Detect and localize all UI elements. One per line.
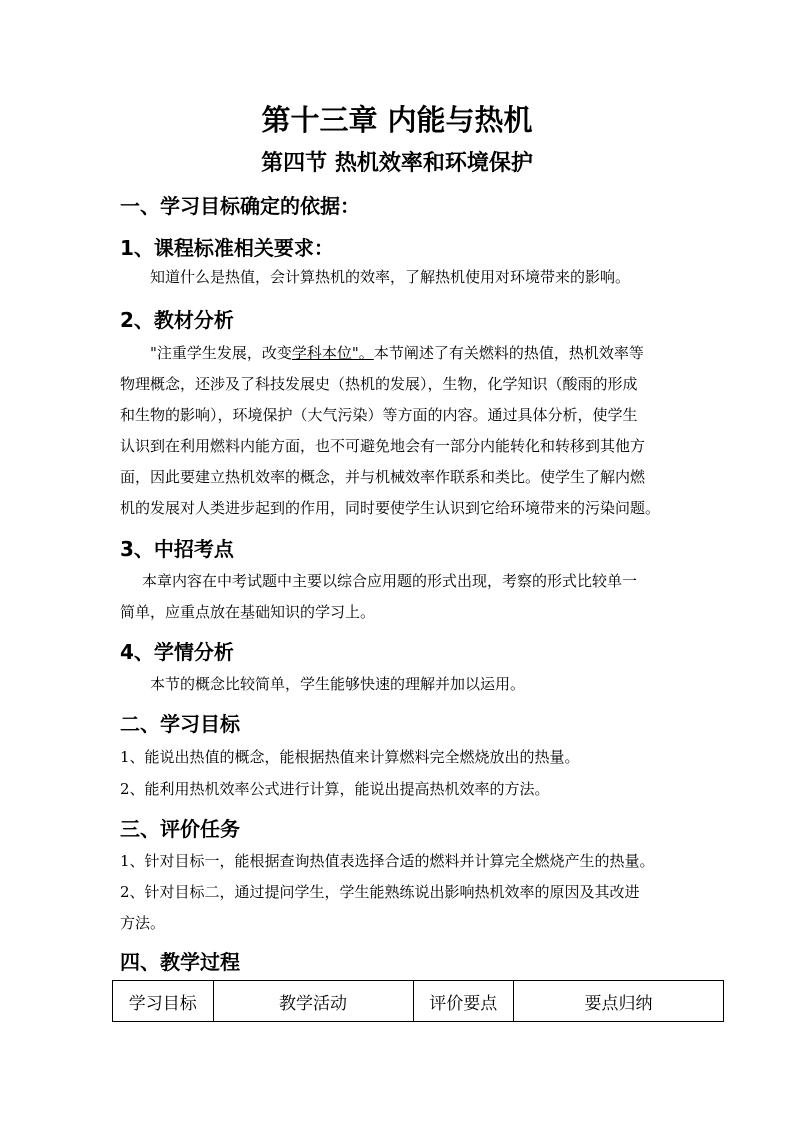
heading-exam: 3、中招考点 [120, 537, 234, 561]
evaluation-2a: 2、针对目标二，通过提问学生，学生能熟练说出影响热机效率的原因及其改进 [120, 883, 640, 901]
heading-objectives: 二、学习目标 [120, 712, 240, 736]
textbook-line-1b: 学科本位"。 [291, 344, 374, 362]
textbook-line-1c: 本节阐述了有关燃料的热值，热机效率等 [373, 344, 644, 362]
textbook-line-2: 物理概念，还涉及了科技发展史（热机的发展），生物，化学知识（酸雨的形成 [120, 375, 638, 393]
teaching-process-table [112, 980, 724, 1022]
objective-2: 2、能利用热机效率公式进行计算，能说出提高热机效率的方法。 [120, 780, 550, 798]
table-header-row [113, 981, 724, 1022]
evaluation-1: 1、针对目标一，能根据查询热值表选择合适的燃料并计算完全燃烧产生的热量。 [120, 852, 655, 870]
textbook-line-5: 面，因此要建立热机效率的概念，并与机械效率作联系和类比。使学生了解内燃 [120, 468, 646, 486]
col-objective: 学习目标 [113, 981, 214, 1022]
textbook-line-1 [120, 338, 710, 369]
section-title: 第四节 热机效率和环境保护 [261, 151, 533, 176]
curriculum-text: 知道什么是热值，会计算热机的效率，了解热机使用对环境带来的影响。 [150, 268, 631, 286]
students-text: 本节的概念比较简单，学生能够快速的理解并加以运用。 [150, 675, 526, 693]
textbook-line-3: 和生物的影响），环境保护（大气污染）等方面的内容。通过具体分析，使学生 [120, 406, 638, 424]
textbook-line-6: 机的发展对人类进步起到的作用，同时要使学生认识到它给环境带来的污染问题。 [120, 499, 661, 517]
heading-curriculum: 1、课程标准相关要求： [120, 236, 334, 260]
col-summary: 要点归纳 [514, 981, 724, 1022]
heading-textbook: 2、教材分析 [120, 308, 234, 332]
textbook-line-4: 认识到在利用燃料内能方面，也不可避免地会有一部分内能转化和转移到其他方 [120, 437, 646, 455]
heading-students: 4、学情分析 [120, 640, 234, 664]
objective-1: 1、能说出热值的概念，能根据热值来计算燃料完全燃烧放出的热量。 [120, 748, 580, 766]
heading-process: 四、教学过程 [120, 950, 240, 974]
exam-line-1: 本章内容在中考试题中主要以综合应用题的形式出现，考察的形式比较单一 [142, 572, 638, 590]
textbook-line-1a: "注重学生发展，改变 [150, 344, 292, 362]
col-evaluation: 评价要点 [413, 981, 514, 1022]
heading-basis: 一、学习目标确定的依据： [120, 194, 360, 218]
chapter-title: 第十三章 内能与热机 [261, 103, 533, 137]
heading-evaluation: 三、评价任务 [120, 817, 240, 841]
evaluation-2b: 方法。 [120, 914, 166, 932]
col-activity: 教学活动 [213, 981, 413, 1022]
exam-line-2: 简单，应重点放在基础知识的学习上。 [120, 603, 376, 621]
